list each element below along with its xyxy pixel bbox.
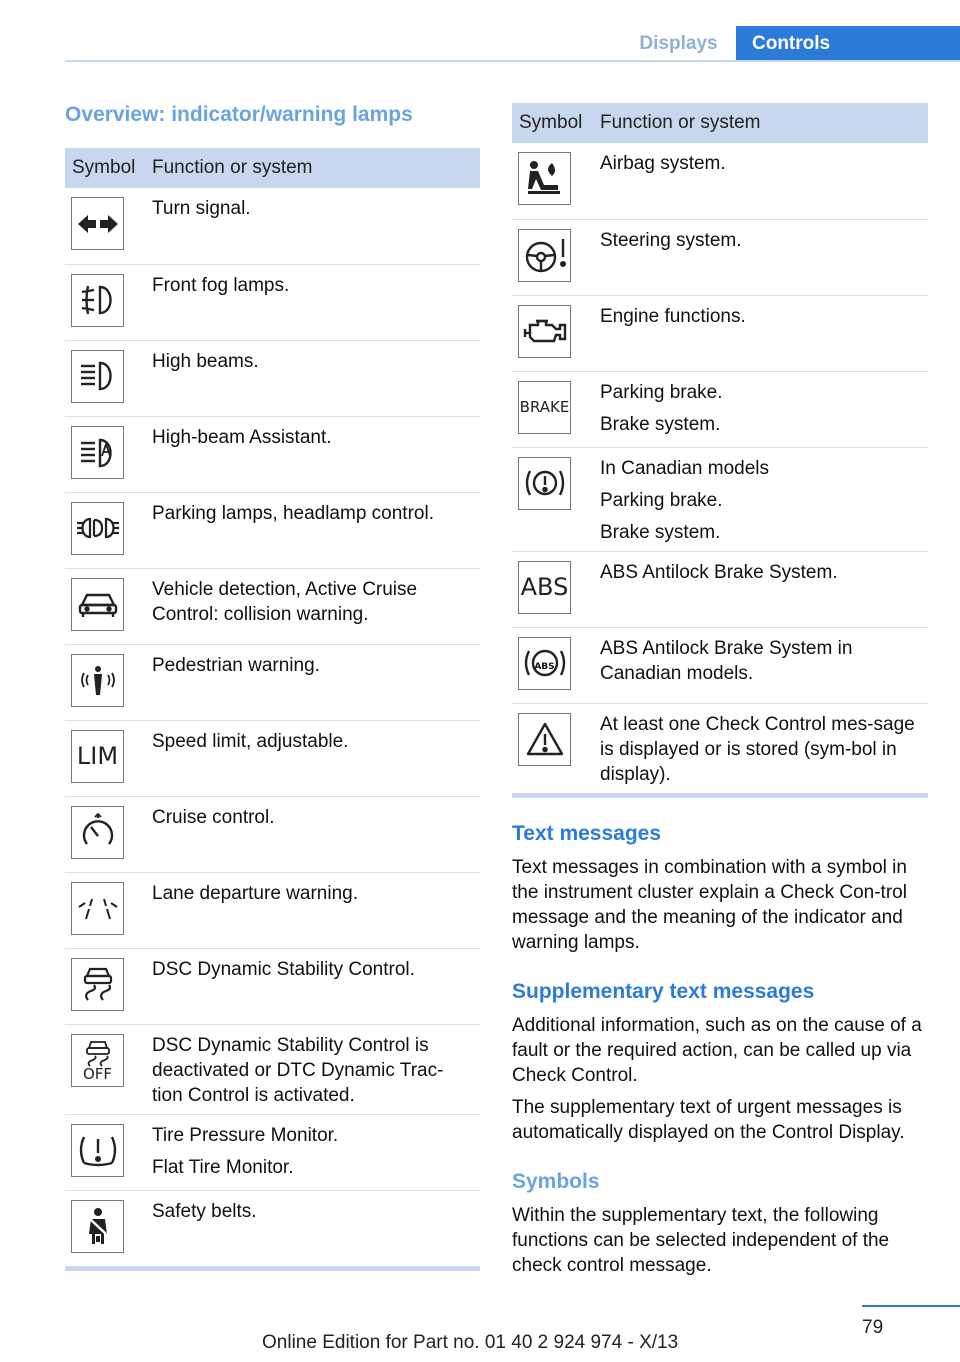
speed-limit-label: LIM — [76, 741, 119, 770]
tab-controls[interactable]: Controls — [736, 26, 960, 62]
steering-system-icon — [518, 229, 571, 282]
row-text: Speed limit, adjustable. — [152, 730, 349, 752]
row-text: Airbag system. — [600, 153, 726, 174]
table-row — [512, 551, 928, 627]
table-row — [65, 492, 480, 568]
row-text: Parking brake. — [600, 489, 723, 511]
row-text: Tire Pressure Monitor. — [152, 1124, 339, 1146]
table-row — [512, 627, 928, 703]
brake-label: BRAKE — [519, 397, 570, 416]
table-row — [65, 264, 480, 340]
turn-signal-icon — [71, 197, 124, 250]
supplementary-body-1: Additional information, such as on the cause of a fault or the required action, can be called up via Check Control. — [512, 1015, 922, 1086]
table-row — [65, 568, 480, 644]
brake-text-icon — [518, 381, 571, 434]
table-row — [65, 796, 480, 872]
table-row — [65, 644, 480, 720]
row-text: Cruise control. — [152, 806, 275, 828]
table-end-rule — [65, 1266, 480, 1271]
row-text: At least one Check Control mes-sage is displayed or is stored (sym-bol in display). — [600, 713, 915, 785]
indicator-table-right — [512, 103, 928, 794]
table-row — [65, 188, 480, 264]
front-fog-lamp-icon — [71, 274, 124, 327]
edition-footer: Online Edition for Part no. 01 40 2 924 974 - X/13 — [262, 1332, 679, 1353]
row-text: Lane departure warning. — [152, 882, 358, 904]
table-row — [512, 703, 928, 793]
text-messages-body: Text messages in combination with a symbol in the instrument cluster explain a Check Con-trol message and the meaning of the indicator and warning lamps. — [512, 857, 907, 953]
abs-circle-icon — [518, 637, 571, 690]
supplementary-body-2: The supplementary text of urgent messages is automatically displayed on the Control Display. — [512, 1097, 905, 1143]
row-text: High-beam Assistant. — [152, 426, 332, 448]
row-text: Brake system. — [600, 521, 721, 543]
row-text: Parking brake. — [600, 381, 723, 403]
symbols-heading: Symbols — [512, 1170, 600, 1193]
row-text: Steering system. — [600, 229, 742, 251]
row-text: Pedestrian warning. — [152, 654, 320, 676]
table-row — [512, 143, 928, 219]
dsc-off-icon — [71, 1034, 124, 1087]
table-end-rule — [512, 793, 928, 798]
row-text: Brake system. — [600, 413, 721, 435]
header-rule — [65, 60, 960, 62]
row-text: ABS Antilock Brake System in Canadian models. — [600, 637, 853, 684]
col-header-symbol: Symbol — [512, 103, 594, 143]
row-text: Flat Tire Monitor. — [152, 1156, 294, 1178]
parking-lamp-icon — [71, 502, 124, 555]
lane-departure-icon — [71, 882, 124, 935]
table-row — [65, 416, 480, 492]
table-row — [512, 371, 928, 447]
seat-belt-icon — [71, 1200, 124, 1253]
row-text: Turn signal. — [152, 198, 251, 219]
row-text: Vehicle detection, Active Cruise Control: collision warning. — [152, 578, 418, 625]
table-row — [65, 340, 480, 416]
row-text: DSC Dynamic Stability Control. — [152, 958, 415, 980]
pedestrian-warning-icon — [71, 654, 124, 707]
table-row — [512, 295, 928, 371]
table-row — [65, 1024, 480, 1114]
abs-text-icon — [518, 561, 571, 614]
section-title: Overview: indicator/warning lamps — [65, 103, 413, 126]
supplementary-heading: Supplementary text messages — [512, 980, 815, 1003]
tire-pressure-icon — [71, 1124, 124, 1177]
row-text: ABS Antilock Brake System. — [600, 561, 838, 583]
table-row — [65, 1114, 480, 1190]
row-text: High beams. — [152, 350, 259, 372]
engine-icon — [518, 305, 571, 358]
table-row — [65, 872, 480, 948]
tab-displays[interactable]: Displays — [639, 33, 718, 54]
row-text: Front fog lamps. — [152, 274, 290, 296]
row-text: Engine functions. — [600, 305, 746, 327]
dsc-icon — [71, 958, 124, 1011]
col-header-function: Function or system — [146, 148, 480, 188]
table-row — [512, 447, 928, 551]
high-beam-assistant-icon — [71, 426, 124, 479]
table-row — [512, 219, 928, 295]
col-header-symbol: Symbol — [65, 148, 146, 188]
row-text: Parking lamps, headlamp control. — [152, 502, 434, 524]
dsc-off-label: OFF — [82, 1065, 113, 1083]
row-text: Safety belts. — [152, 1200, 257, 1222]
text-messages-heading: Text messages — [512, 822, 662, 845]
footer-rule — [862, 1305, 960, 1307]
row-text: In Canadian models — [600, 457, 769, 479]
check-control-icon — [518, 713, 571, 766]
vehicle-detection-icon — [71, 578, 124, 631]
table-row — [65, 948, 480, 1024]
col-header-function: Function or system — [594, 103, 928, 143]
airbag-icon — [518, 152, 571, 205]
speed-limit-icon — [71, 730, 124, 783]
cruise-control-icon — [71, 806, 124, 859]
abs-label: ABS — [520, 572, 569, 601]
symbols-body: Within the supplementary text, the following functions can be selected independent of the check control message. — [512, 1205, 890, 1276]
page-number: 79 — [862, 1317, 884, 1338]
high-beam-icon — [71, 350, 124, 403]
table-row — [65, 1190, 480, 1266]
brake-circle-icon — [518, 457, 571, 510]
indicator-table-left — [65, 148, 480, 1267]
row-text: DSC Dynamic Stability Control is deactivated or DTC Dynamic Trac-tion Control is activated. — [152, 1034, 444, 1106]
table-row — [65, 720, 480, 796]
abs-circle-label: ABS — [534, 661, 555, 672]
